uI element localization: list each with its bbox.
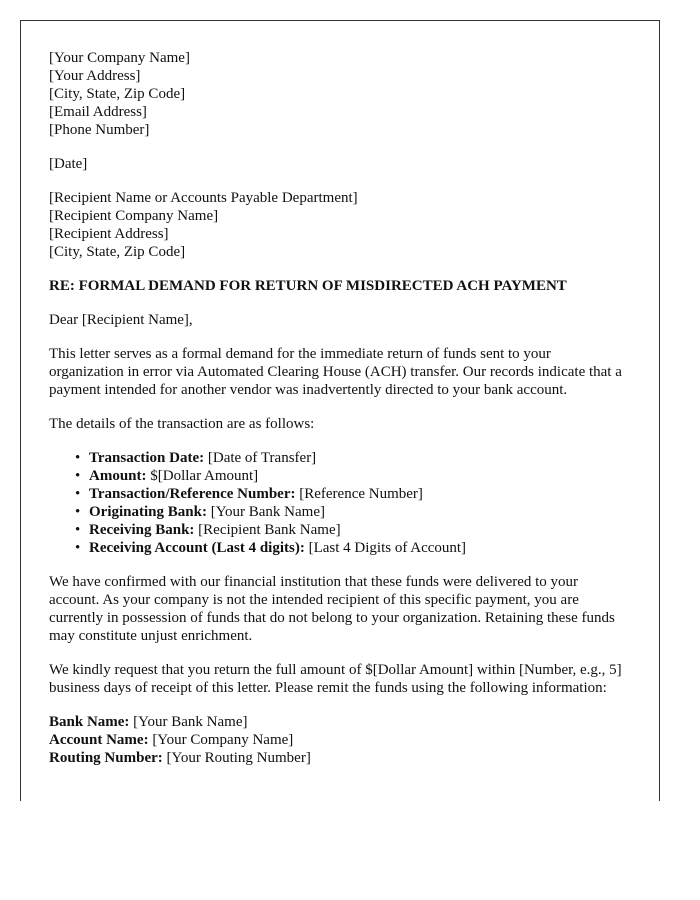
recipient-address-block <box>49 189 629 261</box>
sender-address: [Your Address] <box>49 68 141 84</box>
spacer <box>49 139 629 155</box>
list-item <box>75 503 629 521</box>
letter-date: [Date] <box>49 156 88 172</box>
detail-label: Receiving Account (Last 4 digits): <box>89 540 305 556</box>
recipient-city-state-zip: [City, State, Zip Code] <box>49 244 186 260</box>
spacer <box>49 261 629 277</box>
spacer <box>49 329 629 345</box>
detail-label: Originating Bank: <box>89 504 207 520</box>
letter-content <box>49 49 629 767</box>
remit-value: [Your Company Name] <box>148 732 294 748</box>
detail-value: [Last 4 Digits of Account] <box>304 540 467 556</box>
detail-label: Receiving Bank: <box>89 522 195 538</box>
sender-company-name: [Your Company Name] <box>49 50 190 66</box>
spacer <box>49 295 629 311</box>
bullet-icon: • <box>75 486 81 502</box>
detail-label: Transaction/Reference Number: <box>89 486 296 502</box>
recipient-address: [Recipient Address] <box>49 226 169 242</box>
bullet-icon: • <box>75 450 81 466</box>
list-item <box>75 467 629 485</box>
recipient-company-name: [Recipient Company Name] <box>49 208 219 224</box>
list-item <box>75 521 629 539</box>
sender-city-state-zip: [City, State, Zip Code] <box>49 86 186 102</box>
detail-label: Transaction Date: <box>89 450 205 466</box>
bullet-icon: • <box>75 468 81 484</box>
spacer <box>49 399 629 415</box>
request-paragraph: We kindly request that you return the full amount of $[Dollar Amount] within [Number, e.g., 5] business days of receipt of this letter. Please remit the funds using the following information: <box>49 662 622 696</box>
sender-email: [Email Address] <box>49 104 147 120</box>
remit-label: Routing Number: <box>49 750 163 766</box>
spacer <box>49 697 629 713</box>
detail-value: [Your Bank Name] <box>206 504 325 520</box>
spacer <box>49 557 629 573</box>
remit-label: Account Name: <box>49 732 149 748</box>
remit-bank-name <box>49 713 629 731</box>
remit-value: [Your Bank Name] <box>129 714 248 730</box>
letter-page <box>20 20 660 801</box>
remit-account-name <box>49 731 629 749</box>
bullet-icon: • <box>75 504 81 520</box>
spacer <box>49 173 629 189</box>
list-item <box>75 539 629 557</box>
intro-paragraph: This letter serves as a formal demand for the immediate return of funds sent to your organization in error via Automated Clearing House (ACH) transfer. Our records indicate that a payment intended for another vendor was inadvertently directed to your bank account. <box>49 346 622 398</box>
sender-phone: [Phone Number] <box>49 122 150 138</box>
transaction-details-list <box>49 449 629 557</box>
sender-address-block <box>49 49 629 139</box>
list-item <box>75 449 629 467</box>
salutation: Dear [Recipient Name], <box>49 312 193 328</box>
spacer <box>49 645 629 661</box>
recipient-name: [Recipient Name or Accounts Payable Department] <box>49 190 358 206</box>
bullet-icon: • <box>75 540 81 556</box>
remit-label: Bank Name: <box>49 714 130 730</box>
list-item <box>75 485 629 503</box>
detail-value: $[Dollar Amount] <box>146 468 259 484</box>
bullet-icon: • <box>75 522 81 538</box>
subject-line: RE: FORMAL DEMAND FOR RETURN OF MISDIRECTED ACH PAYMENT <box>49 278 567 294</box>
remit-value: [Your Routing Number] <box>162 750 311 766</box>
detail-value: [Reference Number] <box>295 486 423 502</box>
detail-value: [Recipient Bank Name] <box>194 522 341 538</box>
remit-info-block <box>49 713 629 767</box>
detail-label: Amount: <box>89 468 147 484</box>
spacer <box>49 433 629 449</box>
details-lead-paragraph: The details of the transaction are as follows: <box>49 416 315 432</box>
remit-routing-number <box>49 749 629 767</box>
detail-value: [Date of Transfer] <box>204 450 317 466</box>
confirmation-paragraph: We have confirmed with our financial institution that these funds were delivered to your account. As your company is not the intended recipient of this specific payment, you are currently in possession of funds that do not belong to your organization. Retaining these funds may constitute unjust enrichment. <box>49 574 615 644</box>
